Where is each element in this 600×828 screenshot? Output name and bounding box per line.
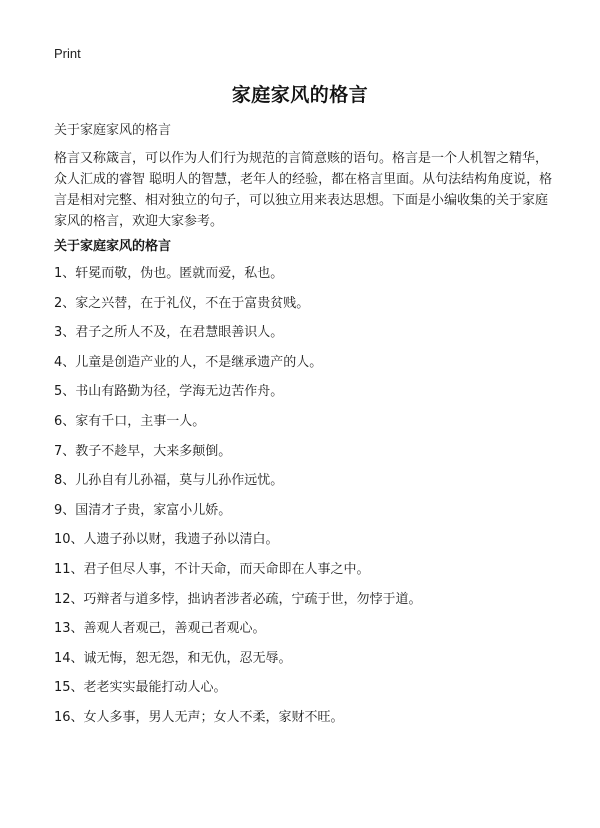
quote-item: 4、儿童是创造产业的人，不是继承遗产的人。 [54, 354, 323, 370]
quote-item: 15、老老实实最能打动人心。 [54, 680, 227, 696]
quote-item: 11、君子但尽人事，不计天命，而天命即在人事之中。 [54, 561, 370, 577]
quote-item: 13、善观人者观己，善观己者观心。 [54, 621, 266, 637]
quote-item: 1、轩冕而敬，伪也。匿就而爱，私也。 [54, 266, 284, 281]
quote-item: 12、巧辩者与道多悖，拙讷者涉者必疏，宁疏于世，勿悖于道。 [54, 591, 422, 607]
quote-item: 5、书山有路勤为径，学海无边苦作舟。 [54, 384, 284, 400]
quote-item: 3、君子之所人不及，在君慧眼善识人。 [54, 325, 284, 341]
article-subtitle: 关于家庭家风的格言 [54, 123, 172, 138]
quote-list [54, 264, 564, 738]
print-link[interactable]: Print [54, 46, 81, 61]
quote-item: 6、家有千口，主事一人。 [54, 413, 206, 429]
quote-item: 2、家之兴替，在于礼仪，不在于富贵贫贱。 [54, 295, 310, 311]
quote-item: 10、人遗子孙以财，我遗子孙以清白。 [54, 532, 279, 548]
section-heading: 关于家庭家风的格言 [54, 239, 172, 254]
intro-paragraph: 格言又称箴言，可以作为人们行为规范的言简意赅的语句。格言是一个人机智之精华，众人汇成的睿智 聪明人的智慧，老年人的经验，都在格言里面。从句法结构角度说，格言是相对完整、相对独立的句子，可以独立用来表达思想。下面是小编收集的关于家庭家风的格言，欢迎大家参考。 [54, 151, 553, 229]
quote-item: 7、教子不趁早，大来多颠倒。 [54, 443, 232, 459]
quote-item: 16、女人多事，男人无声；女人不柔，家财不旺。 [54, 709, 344, 725]
page-title: 家庭家风的格言 [231, 84, 369, 106]
quote-item: 9、国清才子贵，家富小儿娇。 [54, 502, 232, 518]
quote-item: 14、诚无悔，恕无怨，和无仇，忍无辱。 [54, 650, 292, 666]
quote-item: 8、儿孙自有儿孙福，莫与儿孙作远忧。 [54, 473, 284, 489]
